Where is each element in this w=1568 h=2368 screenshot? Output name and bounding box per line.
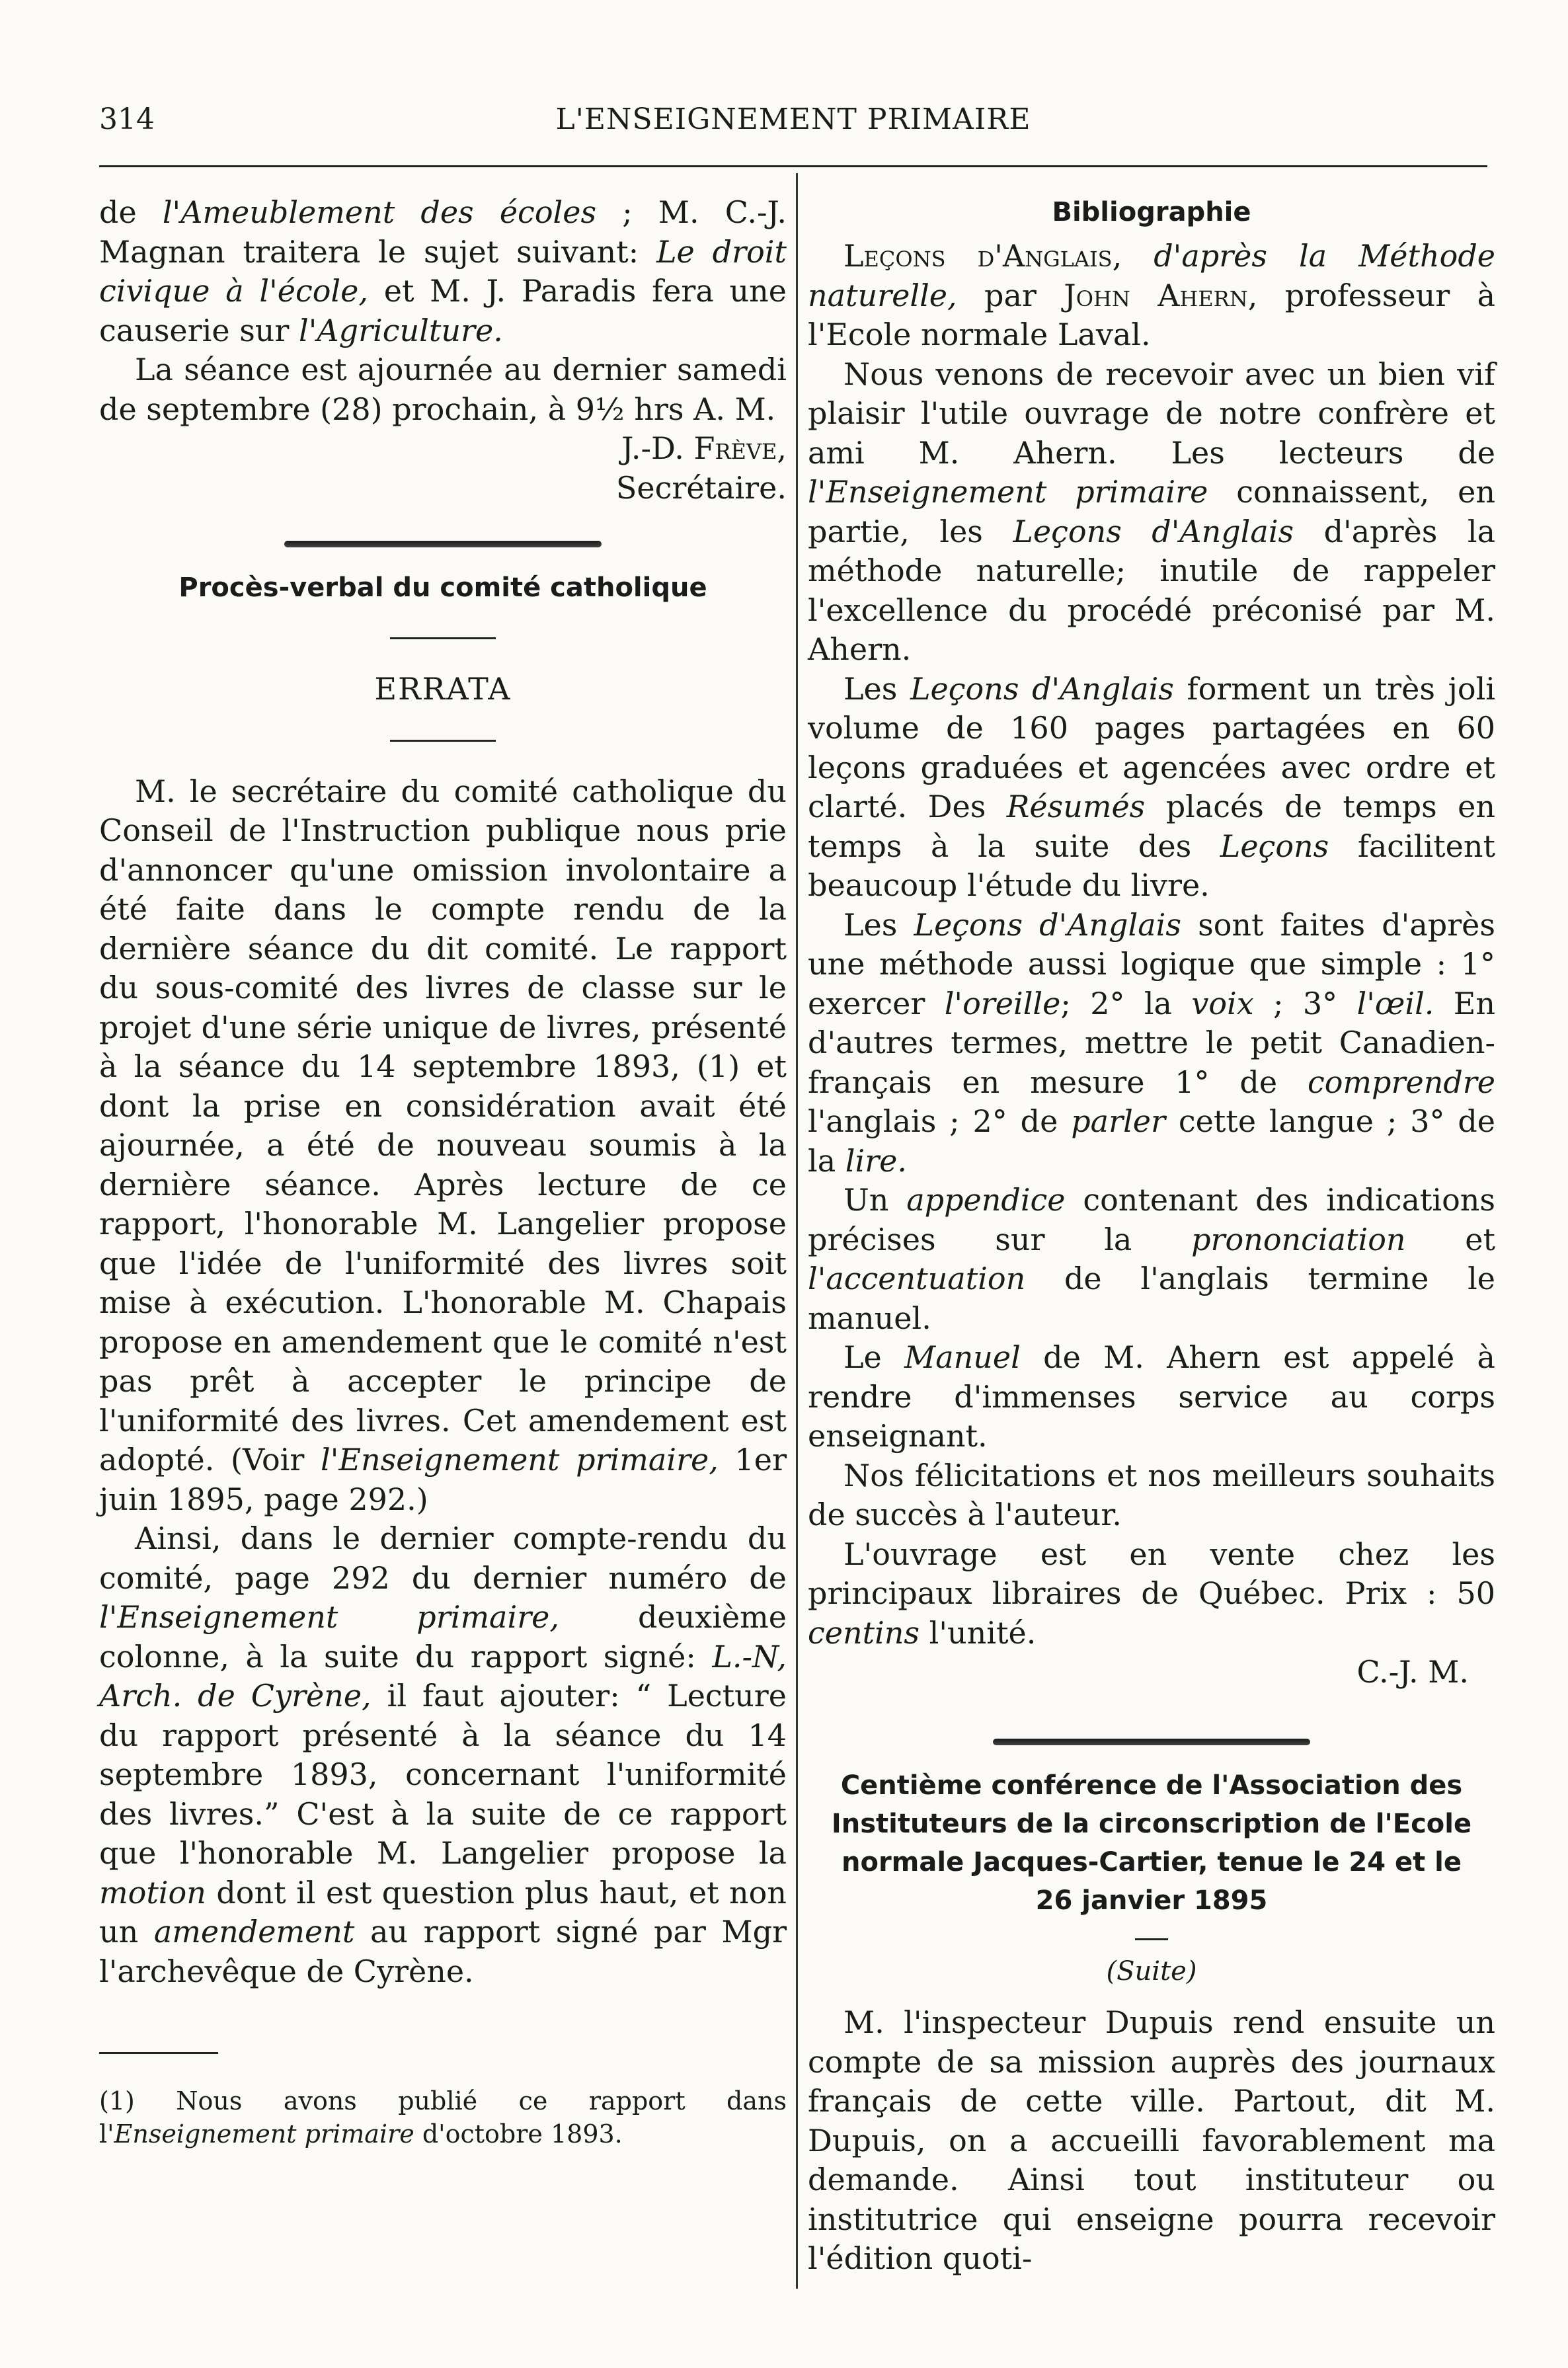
biblio-paragraph-3: Les Leçons d'Anglais forment un très joli volume de 160 pages partagées en 60 leçons graduées et agencées avec ordre et clarté. Des Résumés placés de temps en temps à la suite des Leçons facilitent beaucoup l'étude du livre. (808, 670, 1495, 903)
header-rule (99, 165, 1487, 167)
biblio-paragraph-8: L'ouvrage est en vente chez les principaux libraires de Québec. Prix : 50 centins l'unité. (808, 1536, 1495, 1651)
section-title: Procès-verbal du comité catholique (178, 572, 707, 603)
page-header (99, 102, 1487, 149)
biblio-paragraph-2: Nous venons de recevoir avec un bien vif plaisir l'utile ouvrage de notre confrère et ami M. Ahern. Les lecteurs de l'Enseignement primaire connaissent, en partie, les Leçons d'Anglais d'après la méthode naturelle; inutile de rappeler l'excellence du procédé préconisé par M. Ahern. (808, 356, 1495, 667)
intro-paragraph-1: de l'Ameublement des écoles ; M. C.-J. Magnan traitera le sujet suivant: Le droit civique à l'école, et M. J. Paradis fera une causerie sur l'Agriculture. (99, 194, 787, 348)
short-rule (390, 740, 496, 742)
short-rule (390, 637, 496, 639)
errata-paragraph-1: M. le secrétaire du comité catholique du Conseil de l'Instruction publique nous prie d'annoncer qu'une omission involontaire a été faite dans le compte rendu de la dernière séance du dit comité. Le rapport du sous-comité des livres de classe sur le projet d'une série unique de livres, présenté à la séance du 14 septembre 1893, (1) et dont la prise en considération avait été ajournée, a été de nouveau soumis à la dernière séance. Après lecture de ce rapport, l'honorable M. Langelier propose que l'idée de l'uniformité des livres soit mise à exécution. L'honorable M. Chapais propose en amendement que le comité n'est pas prêt à accepter le principe de l'uniformité des livres. Cet amendement est adopté. (Voir l'Enseignement primaire, 1er juin 1895, page 292.) (99, 773, 787, 1517)
conference-title: Centième conférence de l'Association des Instituteurs de la circonscription de l'Ecole normale Jacques-Cartier, tenue le 24 et le 26 janvier 1895 (831, 1770, 1472, 1916)
ornament-divider (993, 1739, 1310, 1745)
biblio-paragraph-1: Leçons d'Anglais, d'après la Méthode naturelle, par John Ahern, professeur à l'Ecole normale Laval. (808, 238, 1495, 352)
intro-paragraph-2: La séance est ajournée au dernier samedi de septembre (28) prochain, à 9½ hrs A. M. (99, 352, 787, 427)
footnote: (1) Nous avons publié ce rapport dans l'Enseignement primaire d'octobre 1893. (99, 2086, 787, 2149)
biblio-paragraph-6: Le Manuel de M. Ahern est appelé à rendre d'immenses service au corps enseignant. (808, 1339, 1495, 1454)
errata-title: ERRATA (374, 671, 512, 707)
left-column (99, 193, 787, 2151)
footnote-rule (99, 2052, 218, 2054)
running-title: L'ENSEIGNEMENT PRIMAIRE (555, 102, 1031, 136)
biblio-signature: C.-J. M. (1356, 1654, 1469, 1690)
biblio-paragraph-7: Nos félicitations et nos meilleurs souhaits de succès à l'auteur. (808, 1457, 1495, 1532)
page-number: 314 (99, 102, 155, 136)
biblio-paragraph-4: Les Leçons d'Anglais sont faites d'après une méthode aussi logique que simple : 1° exercer l'oreille; 2° la voix ; 3° l'œil. En d'autres termes, mettre le petit Canadien-français en mesure 1° de comprendre l'anglais ; 2° de parler cette langue ; 3° de la lire. (808, 906, 1496, 1179)
suite-label: (Suite) (1106, 1955, 1197, 1987)
bibliographie-title: Bibliographie (1052, 197, 1251, 227)
ornament-divider (284, 541, 602, 547)
signature-name: J.-D. Frève, (621, 430, 787, 466)
short-rule (1135, 1938, 1168, 1940)
errata-paragraph-2: Ainsi, dans le dernier compte-rendu du comité, page 292 du dernier numéro de l'Enseignement primaire, deuxième colonne, à la suite du rapport signé: L.-N, Arch. de Cyrène, il faut ajouter: “ Lecture du rapport présenté à la séance du 14 septembre 1893, concernant l'uniformité des livres.” C'est à la suite de ce rapport que l'honorable M. Langelier propose la motion dont il est question plus haut, et non un amendement au rapport signé par Mgr l'archevêque de Cyrène. (99, 1520, 787, 1989)
biblio-paragraph-5: Un appendice contenant des indications précises sur la prononciation et l'accentuation de l'anglais termine le manuel. (808, 1182, 1496, 1336)
right-column (808, 193, 1495, 2279)
conference-paragraph-1: M. l'inspecteur Dupuis rend ensuite un compte de sa mission auprès des journaux français de cette ville. Partout, dit M. Dupuis, on a accueilli favorablement ma demande. Ainsi tout instituteur ou institutrice qui enseigne pourra recevoir l'édition quoti- (808, 2004, 1495, 2276)
column-divider (796, 173, 798, 2289)
signature-role: Secrétaire. (615, 469, 787, 506)
